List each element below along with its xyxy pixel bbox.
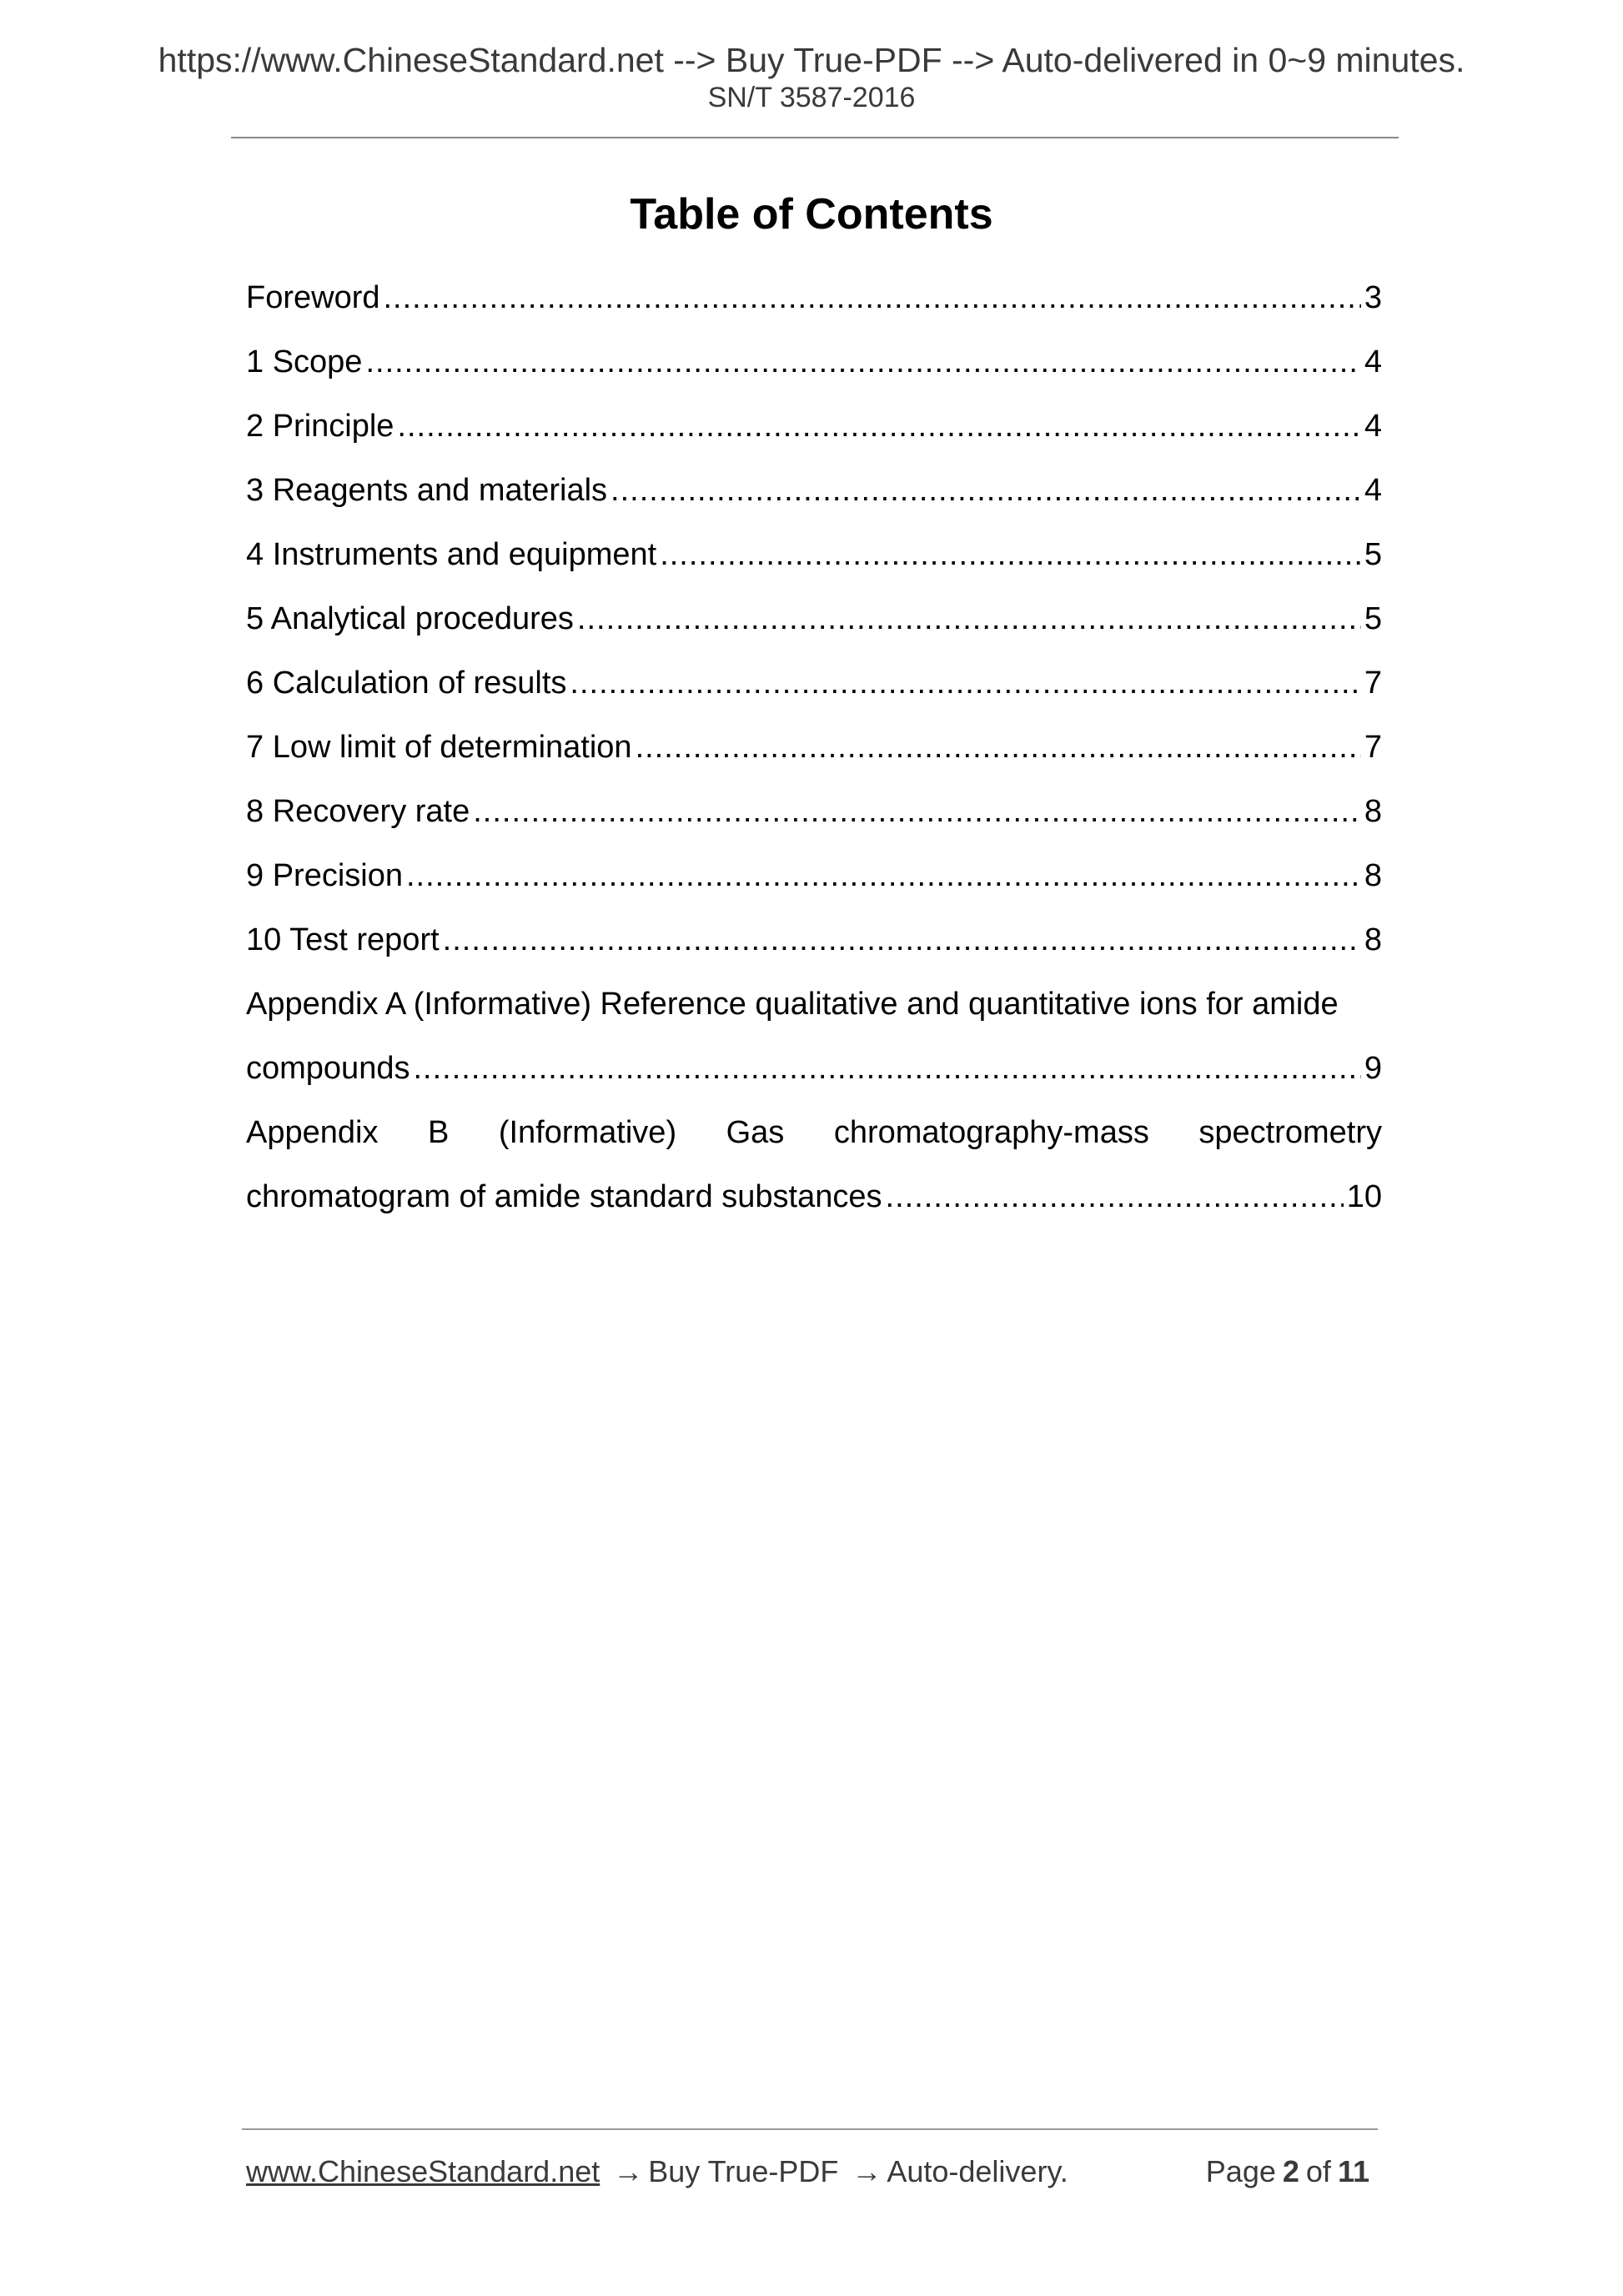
toc-entry-label: 7 Low limit of determination bbox=[246, 729, 632, 765]
toc-entry-page: 8 bbox=[1364, 857, 1382, 893]
toc-entry-page: 4 bbox=[1364, 408, 1382, 444]
toc-entry-label: 10 Test report bbox=[246, 922, 440, 957]
toc-entry-page: 7 bbox=[1364, 665, 1382, 701]
toc-entry-label: 1 Scope bbox=[246, 344, 363, 379]
appendix-a-continuation-line bbox=[246, 1036, 1382, 1100]
footer-delivery-text: Auto-delivery. bbox=[887, 2154, 1068, 2188]
toc-entry-label: Foreword bbox=[246, 279, 380, 315]
toc-entry-page: 4 bbox=[1364, 472, 1382, 508]
dot-leader bbox=[660, 539, 1361, 570]
arrow-right-icon: → bbox=[613, 2154, 644, 2188]
toc-entry-page: 4 bbox=[1364, 344, 1382, 379]
dot-leader bbox=[397, 410, 1360, 442]
toc-entry-calculation[interactable] bbox=[246, 651, 1382, 715]
dot-leader bbox=[473, 796, 1361, 827]
dot-leader bbox=[886, 1181, 1344, 1213]
toc-entry-label: Appendix A (Informative) Reference qualitative and quantitative ions for amide bbox=[246, 986, 1339, 1022]
toc-entry-page: 8 bbox=[1364, 793, 1382, 829]
toc-entry-page: 10 bbox=[1346, 1178, 1382, 1214]
header-divider bbox=[231, 137, 1399, 138]
toc-entry-label: 9 Precision bbox=[246, 857, 403, 893]
appendix-b-word: B bbox=[427, 1114, 450, 1150]
toc-entry-instruments[interactable] bbox=[246, 522, 1382, 586]
dot-leader bbox=[636, 731, 1361, 763]
dot-leader bbox=[570, 667, 1360, 699]
footer-divider bbox=[242, 2128, 1378, 2130]
toc-entry-principle[interactable] bbox=[246, 394, 1382, 458]
source-banner: https://www.ChineseStandard.net --> Buy True-PDF --> Auto-delivered in 0~9 minutes. bbox=[158, 41, 1465, 79]
toc-entry-page: 5 bbox=[1364, 536, 1382, 572]
dot-leader bbox=[611, 475, 1361, 506]
page-footer bbox=[246, 2154, 1376, 2188]
toc-entry-page: 3 bbox=[1364, 279, 1382, 315]
toc-entry-page: 5 bbox=[1364, 600, 1382, 636]
toc-entry-label: 6 Calculation of results bbox=[246, 665, 567, 701]
dot-leader bbox=[384, 282, 1361, 314]
toc-entry-procedures[interactable] bbox=[246, 586, 1382, 651]
footer-buy-text: Buy True-PDF bbox=[648, 2154, 839, 2188]
toc-entry-appendix-b[interactable] bbox=[246, 1100, 1382, 1228]
table-of-contents bbox=[246, 265, 1382, 1228]
toc-title: Table of Contents bbox=[630, 190, 993, 239]
page-word: Page bbox=[1205, 2154, 1276, 2188]
appendix-b-title-line bbox=[246, 1100, 1382, 1164]
appendix-b-continuation-line bbox=[246, 1164, 1382, 1228]
toc-entry-foreword[interactable] bbox=[246, 265, 1382, 329]
appendix-b-word: Gas bbox=[726, 1114, 785, 1150]
toc-entry-scope[interactable] bbox=[246, 329, 1382, 394]
appendix-b-word: Appendix bbox=[246, 1114, 379, 1150]
toc-entry-recovery-rate[interactable] bbox=[246, 779, 1382, 843]
toc-entry-low-limit[interactable] bbox=[246, 715, 1382, 779]
dot-leader bbox=[406, 860, 1361, 892]
toc-entry-label: 2 Principle bbox=[246, 408, 394, 444]
toc-entry-precision[interactable] bbox=[246, 843, 1382, 907]
toc-entry-appendix-a[interactable] bbox=[246, 972, 1382, 1100]
dot-leader bbox=[577, 603, 1361, 635]
toc-entry-label: 5 Analytical procedures bbox=[246, 600, 574, 636]
dot-leader bbox=[443, 924, 1361, 956]
standard-code: SN/T 3587-2016 bbox=[707, 82, 916, 113]
toc-entry-label: compounds bbox=[246, 1050, 410, 1086]
current-page-number: 2 bbox=[1282, 2154, 1299, 2188]
appendix-b-word: spectrometry bbox=[1198, 1114, 1382, 1150]
toc-entry-page: 7 bbox=[1364, 729, 1382, 765]
appendix-b-word: chromatography-mass bbox=[833, 1114, 1149, 1150]
toc-entry-label: 8 Recovery rate bbox=[246, 793, 470, 829]
footer-site-link[interactable]: www.ChineseStandard.net bbox=[246, 2154, 600, 2188]
appendix-b-word: (Informative) bbox=[498, 1114, 677, 1150]
toc-entry-page: 8 bbox=[1364, 922, 1382, 957]
toc-entry-test-report[interactable] bbox=[246, 907, 1382, 972]
toc-entry-label: chromatogram of amide standard substances bbox=[246, 1178, 882, 1214]
dot-leader bbox=[365, 346, 1360, 378]
dot-leader bbox=[413, 1053, 1360, 1084]
toc-entry-label: 3 Reagents and materials bbox=[246, 472, 608, 508]
arrow-right-icon: → bbox=[852, 2154, 882, 2188]
appendix-a-title-line bbox=[246, 972, 1382, 1036]
of-word: of bbox=[1305, 2154, 1331, 2188]
toc-entry-reagents[interactable] bbox=[246, 458, 1382, 522]
total-pages-number: 11 bbox=[1337, 2154, 1369, 2188]
page-indicator bbox=[1205, 2154, 1376, 2188]
toc-entry-label: 4 Instruments and equipment bbox=[246, 536, 657, 572]
toc-entry-page: 9 bbox=[1364, 1050, 1382, 1086]
